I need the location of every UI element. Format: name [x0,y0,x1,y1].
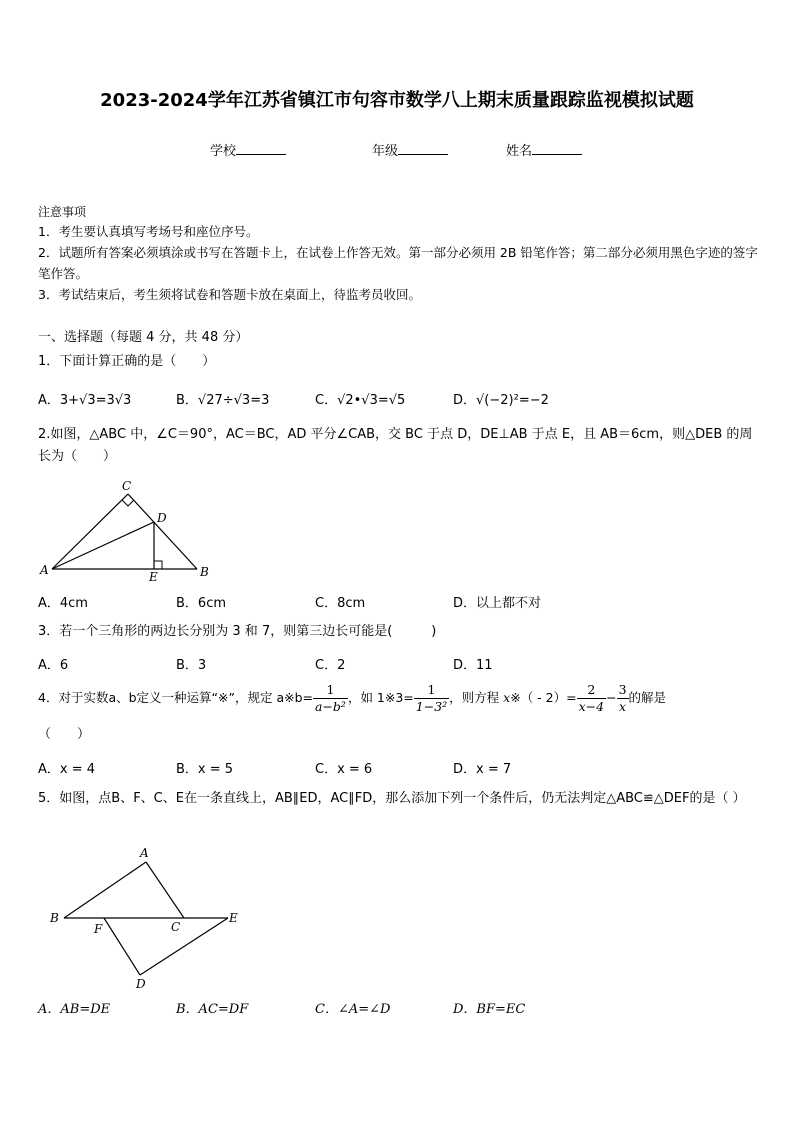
q5-option-b: B．AC=DF [176,1002,249,1017]
notice-item-2: 2．试题所有答案必须填涂或书写在答题卡上，在试卷上作答无效。第一部分必须用 2B 铅笔作答；第二部分必须用黑色字迹的签字笔作答。 [38,245,758,281]
q4-minus: − [606,690,617,705]
q2-label-e: E [149,570,158,583]
q4-stem-part-2: ，如 1※3= [347,690,414,705]
q4-fraction-2 [414,682,449,715]
q4-fraction-3 [577,682,606,715]
q2-right-angle-c [122,500,134,506]
q3-option-d: D．11 [453,658,493,673]
q2-segment-ad [52,522,154,569]
q4-frac4-num: 3 [618,682,627,697]
q5-segment-ac [146,862,184,918]
q4-frac3-num: 2 [577,682,606,699]
q5-label-f: F [94,922,103,936]
q5-segment-ed [140,918,228,975]
page-title: 2023-2024学年江苏省镇江市句容市数学八上期末质量跟踪监视模拟试题 [100,90,694,111]
q4-frac2-num: 1 [414,682,449,699]
q5-stem: 5．如图，点B、F、C、E在一条直线上，AB∥ED，AC∥FD，那么添加下列一个条件后，仍无法判定△ABC≌△DEF的是（ ） [38,791,746,806]
q4-stem [38,682,760,715]
q4-frac3-den: x−4 [578,699,605,714]
q1-option-b: B．√27÷√3=3 [176,393,270,408]
section-heading: 一、选择题（每题 4 分，共 48 分） [38,330,249,345]
q2-label-b: B [200,565,209,579]
q2-option-d: D．以上都不对 [453,596,542,611]
q2-triangle-figure [38,478,218,583]
q3-option-b: B．3 [176,658,207,673]
q2-right-angle-e [154,561,162,569]
school-field [210,140,286,159]
q2-option-b: B．6cm [176,596,227,611]
q2-stem: 2.如图，△ABC 中，∠C＝90°，AC＝BC，AD 平分∠CAB，交 BC 于点 D，DE⊥AB 于点 E，且 AB＝6cm，则△DEB 的周长为（ ） [38,427,753,464]
q4-stem-part-1: 4．对于实数a、b定义一种运算“※”，规定 a※b= [38,690,313,705]
q1-option-a: A．3+√3=3√3 [38,393,132,408]
grade-field [372,140,448,159]
q3-stem: 3．若一个三角形的两边长分别为 3 和 7，则第三边长可能是( ) [38,624,437,639]
q1-option-d: D．√(−2)²=−2 [453,393,549,408]
q5-option-d: D．BF=EC [453,1002,526,1017]
notice-heading: 注意事项 [38,205,87,219]
q4-frac2-den: 1−3² [415,699,448,714]
q4-option-d: D．x = 7 [453,762,512,777]
q5-label-e: E [229,911,238,925]
q5-figure [38,842,248,992]
name-label: 姓名 [506,144,533,159]
q1-stem: 1．下面计算正确的是（ ） [38,354,216,369]
q4-fraction-4 [617,682,629,715]
q4-stem-part-4: ※（ - 2）= [510,690,577,705]
grade-blank [398,142,448,155]
q5-segment-ab [64,862,146,918]
q2-option-c: C．8cm [315,596,366,611]
q2-label-d: D [157,511,167,525]
q4-frac1-num: 1 [313,682,348,699]
notice-item-3: 3．考试结束后，考生须将试卷和答题卡放在桌面上，待监考员收回。 [38,287,421,302]
q4-frac4-den: x [619,699,627,714]
name-field [506,140,582,159]
q4-fraction-1 [313,682,348,715]
q5-label-a: A [140,846,149,860]
school-blank [236,142,286,155]
q2-label-a: A [40,563,49,577]
q5-label-d: D [136,977,146,991]
q3-option-c: C．2 [315,658,346,673]
q5-segment-fd [104,918,140,975]
q5-label-c: C [171,920,181,934]
q4-stem-tail: （ ） [38,727,91,742]
q4-var-x: x [503,690,511,705]
notice-item-1: 1．考生要认真填写考场号和座位序号。 [38,224,259,239]
q2-side-cb [128,494,197,569]
q5-option-a: A．AB=DE [38,1002,111,1017]
q4-frac1-den: a−b² [315,699,346,714]
name-blank [532,142,582,155]
q3-option-a: A．6 [38,658,69,673]
q4-option-b: B．x = 5 [176,762,234,777]
q4-option-a: A．x = 4 [38,762,96,777]
grade-label: 年级 [372,144,399,159]
q2-option-a: A．4cm [38,596,88,611]
q5-option-c: C．∠A=∠D [315,1002,391,1017]
q1-option-c: C．√2•√3=√5 [315,393,406,408]
school-label: 学校 [210,144,237,159]
q4-stem-part-5: 的解是 [628,690,667,705]
q2-side-ac [52,494,128,569]
q4-option-c: C．x = 6 [315,762,373,777]
q5-label-b: B [50,911,59,925]
q4-stem-part-3: ，则方程 [449,690,500,705]
q2-label-c: C [122,479,132,493]
